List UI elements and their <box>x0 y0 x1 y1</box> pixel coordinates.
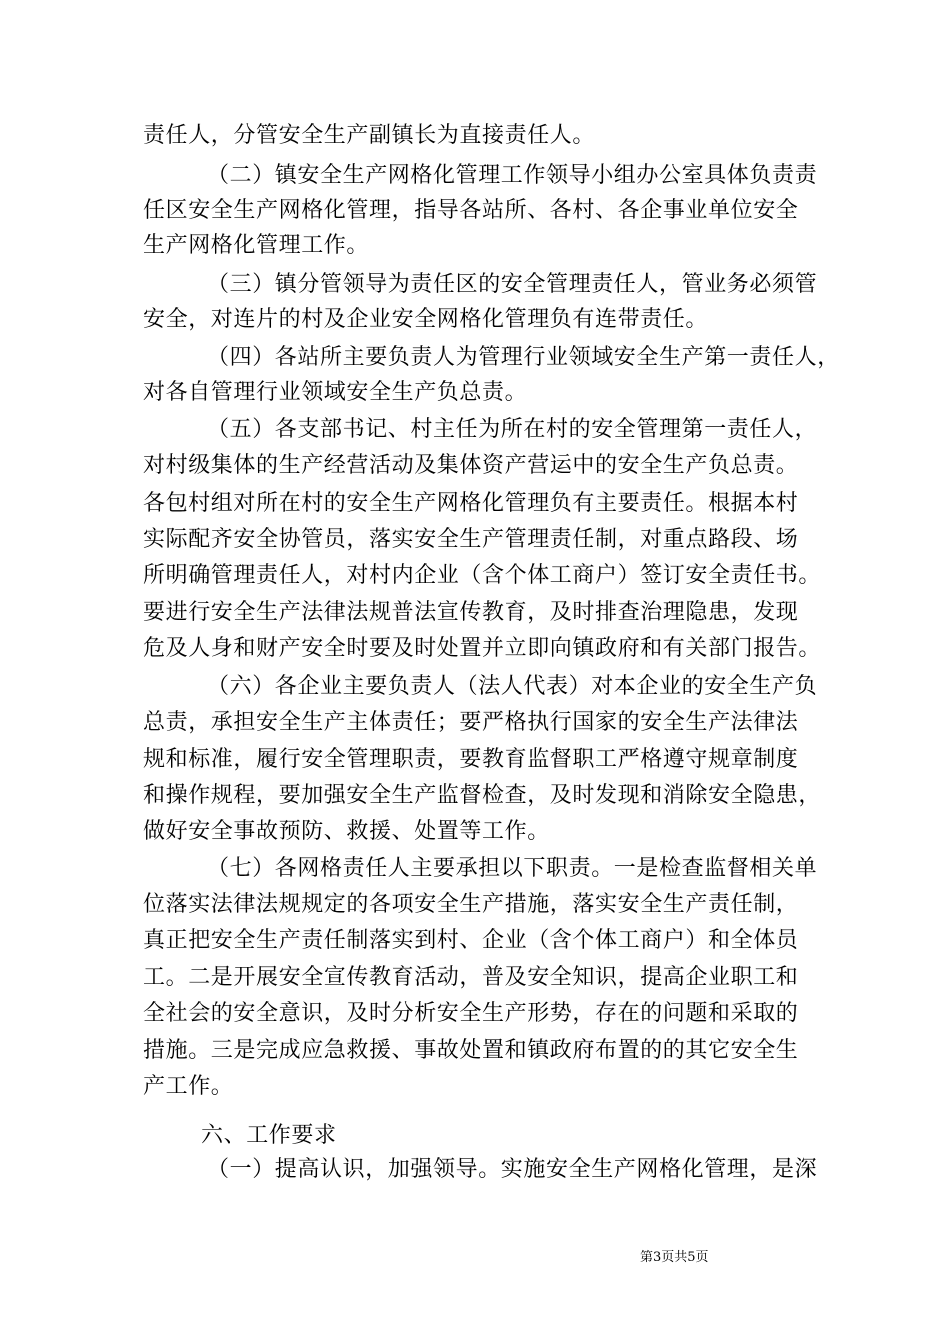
text-line: （五）各支部书记、村主任为所在村的安全管理第一责任人， <box>207 417 818 442</box>
text-line: （二）镇安全生产网格化管理工作领导小组办公室具体负责责 <box>207 163 818 188</box>
text-line: 责任人，分管安全生产副镇长为直接责任人。 <box>143 123 596 148</box>
text-line: 措施。三是完成应急救援、事故处置和镇政府布置的的其它安全生 <box>143 1038 799 1063</box>
page-number: 第3页共5页 <box>640 1250 709 1265</box>
text-line: 安全，对连片的村及企业安全网格化管理负有连带责任。 <box>143 307 709 332</box>
text-line: 位落实法律法规规定的各项安全生产措施，落实安全生产责任制， <box>143 892 799 917</box>
text-line: 产工作。 <box>143 1074 234 1099</box>
text-line: （四）各站所主要负责人为管理行业领域安全生产第一责任人， <box>207 345 840 370</box>
text-line: （三）镇分管领导为责任区的安全管理责任人，管业务必须管 <box>207 272 818 297</box>
text-line: （六）各企业主要负责人（法人代表）对本企业的安全生产负 <box>207 674 818 699</box>
text-line: （七）各网格责任人主要承担以下职责。一是检查监督相关单 <box>207 856 818 881</box>
text-line: （一）提高认识，加强领导。实施安全生产网格化管理，是深 <box>207 1157 818 1182</box>
text-line: 任区安全生产网格化管理，指导各站所、各村、各企事业单位安全 <box>143 198 799 223</box>
text-line: 做好安全事故预防、救援、处置等工作。 <box>143 819 550 844</box>
text-line: 规和标准，履行安全管理职责，要教育监督职工严格遵守规章制度 <box>143 747 799 772</box>
text-line: 实际配齐安全协管员，落实安全生产管理责任制，对重点路段、场 <box>143 527 799 552</box>
text-line: 总责，承担安全生产主体责任；要严格执行国家的安全生产法律法 <box>143 710 799 735</box>
text-line: 所明确管理责任人，对村内企业（含个体工商户）签订安全责任书。 <box>143 563 822 588</box>
text-line: 全社会的安全意识，及时分析安全生产形势，存在的问题和采取的 <box>143 1001 799 1026</box>
text-line: 各包村组对所在村的安全生产网格化管理负有主要责任。根据本村 <box>143 491 799 516</box>
text-line: 工。二是开展安全宣传教育活动，普及安全知识，提高企业职工和 <box>143 965 799 990</box>
section-heading: 六、工作要求 <box>201 1123 337 1148</box>
text-line: 对村级集体的生产经营活动及集体资产营运中的安全生产负总责。 <box>143 453 799 478</box>
text-line: 要进行安全生产法律法规普法宣传教育，及时排查治理隐患，发现 <box>143 600 799 625</box>
text-line: 危及人身和财产安全时要及时处置并立即向镇政府和有关部门报告。 <box>143 636 822 661</box>
text-line: 和操作规程，要加强安全生产监督检查，及时发现和消除安全隐患， <box>143 783 822 808</box>
text-line: 生产网格化管理工作。 <box>143 233 370 258</box>
text-line: 对各自管理行业领域安全生产负总责。 <box>143 380 528 405</box>
text-line: 真正把安全生产责任制落实到村、企业（含个体工商户）和全体员 <box>143 928 799 953</box>
